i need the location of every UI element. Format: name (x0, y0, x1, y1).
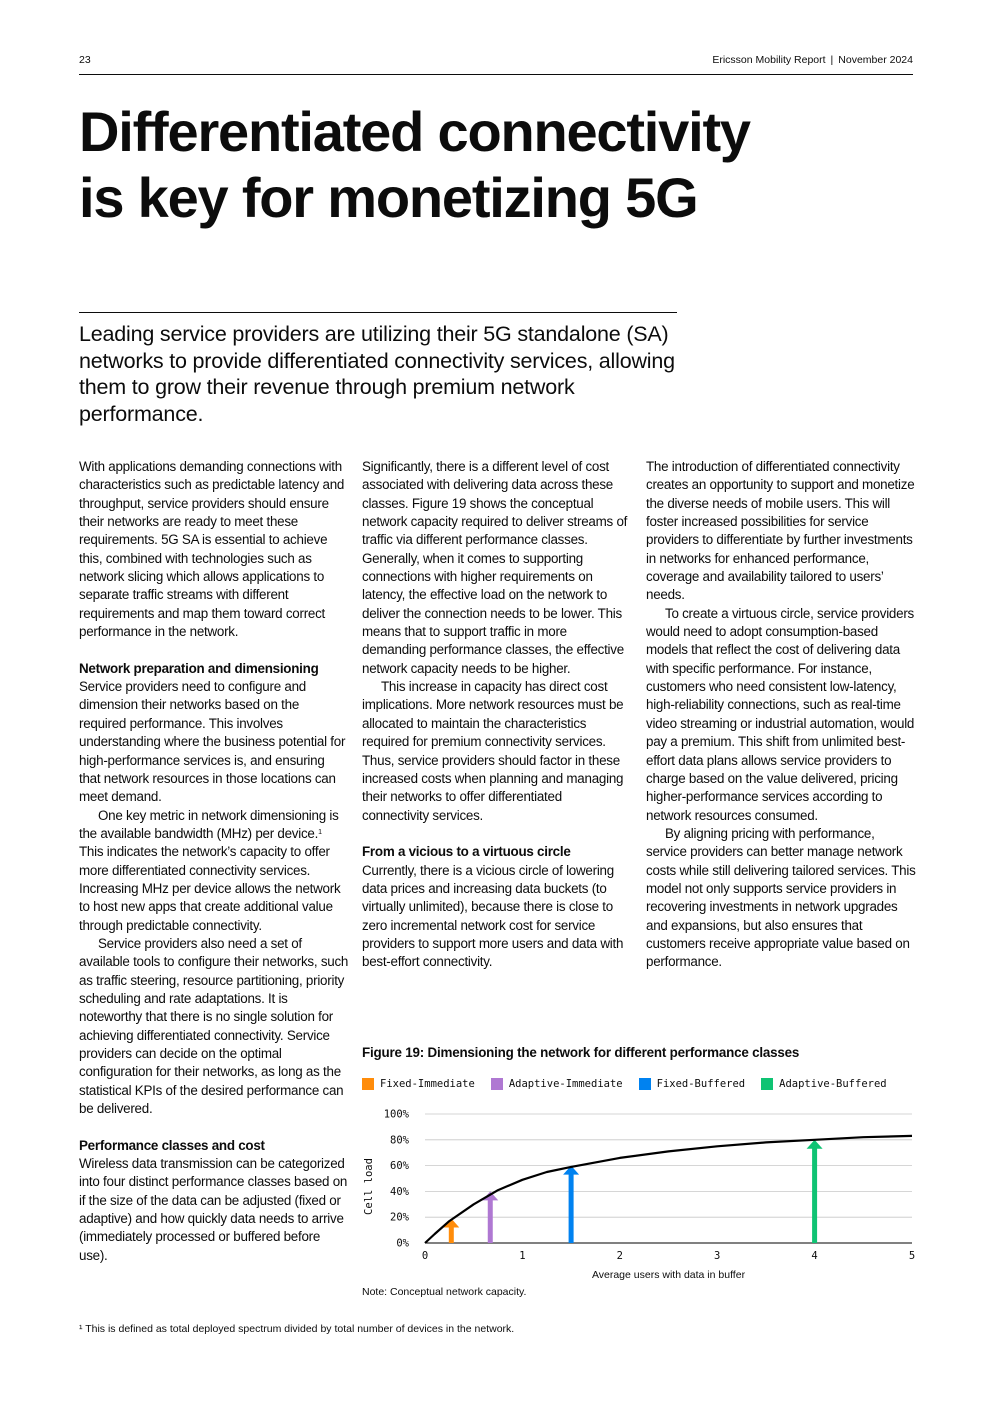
figure-title: Figure 19: Dimensioning the network for different performance classes (362, 1045, 800, 1060)
col1-paragraph-3a: One key metric in network dimensioning is the available bandwidth (MHz) per device. (79, 807, 339, 841)
legend-item (639, 1078, 746, 1090)
col3-paragraph-2: To create a virtuous circle, service providers would need to adopt consumption-based models that reflect the cost of delivering data with specific performance. For instance, customers who need consistent low-latency, high-reliability connections, such as real-time video streaming or industrial automation, would pay a premium. This shift from unlimited best-effort data plans allows service providers to charge based on the value delivered, pricing higher-performance services according to network resources consumed. (646, 605, 915, 823)
legend-label: Fixed-Buffered (656, 1078, 746, 1090)
y-tick-label: 60% (390, 1160, 409, 1173)
legend-label: Adaptive-Buffered (779, 1078, 887, 1090)
capacity-curve (425, 1136, 912, 1243)
legend-label: Fixed-Immediate (380, 1078, 475, 1090)
legend-swatch (639, 1078, 651, 1090)
page-number: 23 (79, 54, 91, 66)
heading-network-preparation: Network preparation and dimensioning (79, 660, 319, 676)
cell-load-chart (355, 1100, 920, 1285)
heading-performance-classes: Performance classes and cost (79, 1137, 265, 1153)
x-tick-label: 3 (714, 1250, 721, 1262)
col1-paragraph-3 (79, 807, 349, 935)
col1-paragraph-1: With applications demanding connections with characteristics such as predictable latency and throughput, service providers should ensure their networks are ready to meet these requirements. 5G SA is essential to achieve this, combined with technologies such as network slicing which allows applications to separate traffic streams with different requirements and map them toward correct performance in the network. (79, 459, 345, 640)
legend-item (761, 1078, 886, 1090)
y-axis-label: Cell load (363, 1158, 375, 1215)
col2-paragraph-3: Currently, there is a vicious circle of lowering data prices and increasing data buckets (to virtually unlimited), because there is close to zero incremental network cost for service providers to support more users and data with best-effort connectivity. (362, 862, 624, 970)
x-tick-label: 2 (616, 1250, 623, 1262)
x-axis-label: Average users with data in buffer (591, 1269, 746, 1281)
x-tick-label: 1 (519, 1250, 526, 1262)
series-arrow-shaft (449, 1226, 454, 1243)
col1-paragraph-2: Service providers need to configure and dimension their networks based on the required performance. This involves understanding where the business potential for high-performance services is, and ensuring that network resources in those locations can meet demand. (79, 679, 346, 805)
page-title (79, 99, 839, 231)
legend-swatch (362, 1078, 374, 1090)
legend-swatch (491, 1078, 503, 1090)
col2-paragraph-2: This increase in capacity has direct cost implications. More network resources must be allocated to maintain the characteristics required for premium connectivity services. Thus, service providers should factor in these increased costs when planning and managing their networks to offer differentiated connectivity services. (362, 679, 624, 823)
x-tick-label: 0 (421, 1250, 429, 1262)
y-tick-label: 20% (390, 1211, 409, 1224)
column-1 (79, 458, 349, 1265)
footnote: ¹ This is defined as total deployed spectrum divided by total number of devices in the network. (79, 1323, 515, 1335)
running-header (712, 54, 913, 66)
legend-item (491, 1078, 623, 1090)
column-3 (646, 458, 916, 972)
figure-note: Note: Conceptual network capacity. (362, 1286, 527, 1298)
legend-item (362, 1078, 475, 1090)
y-tick-label: 0% (396, 1237, 409, 1250)
publication-date: November 2024 (838, 54, 913, 66)
x-tick-label: 5 (908, 1250, 916, 1262)
legend-swatch (761, 1078, 773, 1090)
x-tick-label: 4 (811, 1250, 818, 1262)
col2-paragraph-1: Significantly, there is a different level of cost associated with delivering data across these classes. Figure 19 shows the conceptual network capacity required to deliver streams of traffic via different performance classes. Generally, when it comes to supporting connections with higher requirements on latency, the effective load on the network to deliver the connection needs to be lower. This means that to support traffic in more demanding performance classes, the effective network capacity needs to be higher. (362, 459, 628, 676)
y-tick-label: 40% (390, 1185, 409, 1198)
col3-paragraph-1: The introduction of differentiated connectivity creates an opportunity to support and monetize the diverse needs of mobile users. This will foster increased possibilities for service providers to differentiate by further investments in networks for enhanced performance, coverage and availability tailored to users’ needs. (646, 459, 915, 603)
series-arrow-shaft (569, 1174, 574, 1243)
col1-paragraph-5: Wireless data transmission can be categorized into four distinct performance classes based on if the size of the data can be adjusted (fixed or adaptive) and how quickly data needs to arrive (immediately processed or buffered before use). (79, 1156, 348, 1263)
header-separator: | (830, 54, 834, 66)
column-2 (362, 458, 632, 972)
publication-name: Ericsson Mobility Report (712, 54, 826, 66)
intro-paragraph: Leading service providers are utilizing their 5G standalone (SA) networks to provide differentiated connectivity services, allowing them to grow their revenue through premium network performance. (79, 322, 675, 426)
col3-paragraph-3: By aligning pricing with performance, service providers can better manage network costs while still delivering tailored services. This model not only supports service providers in recovering investments in network upgrades and expansions, but also ensures that customers receive appropriate value based on performance. (646, 825, 916, 970)
series-arrow-shaft (488, 1199, 493, 1243)
chart-legend (362, 1078, 903, 1090)
title-line-2: is key for monetizing 5G (79, 166, 698, 229)
legend-label: Adaptive-Immediate (508, 1078, 623, 1090)
intro-rule (79, 312, 677, 313)
col1-paragraph-3b: This indicates the network’s capacity to offer more differentiated connectivity services. Increasing MHz per device allows the network to host new apps that create additional value through predictable connectivity. (79, 844, 341, 933)
footnote-ref: 1 (318, 828, 322, 836)
title-line-1: Differentiated connectivity (79, 100, 750, 163)
heading-vicious-circle: From a vicious to a virtuous circle (362, 844, 571, 860)
y-tick-label: 100% (383, 1108, 409, 1121)
series-arrow-shaft (812, 1148, 817, 1243)
header-rule (79, 74, 913, 75)
col1-paragraph-4: Service providers also need a set of available tools to configure their networks, such as traffic steering, resource partitioning, priority scheduling and rate adaptations. It is noteworthy that there is no single solution for achieving differentiated connectivity. Service providers can decide on the optimal configuration for their networks, as long as the statistical KPIs of the desired performance can be delivered. (79, 935, 349, 1117)
y-tick-label: 80% (390, 1134, 409, 1147)
